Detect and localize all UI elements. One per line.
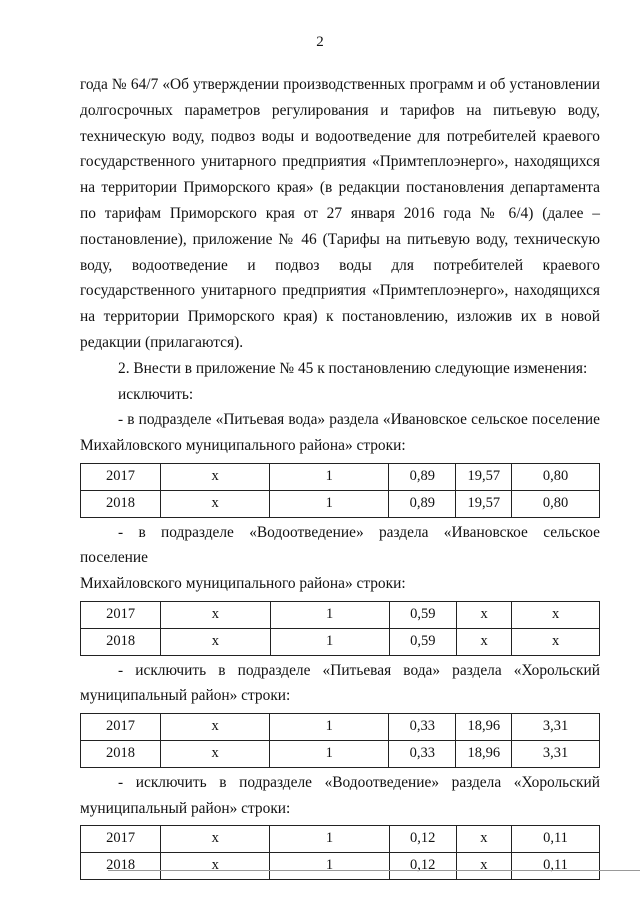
section-4	[80, 770, 600, 880]
page-number: 2	[316, 34, 324, 50]
table-cell: 0,89	[389, 490, 456, 517]
table-cell: 0,11	[512, 853, 600, 880]
table-cell: 1	[270, 490, 389, 517]
table-cell: 0,59	[389, 601, 456, 628]
table-row	[81, 853, 600, 880]
section-1	[80, 407, 600, 517]
section-heading-line2: Михайловского муниципального района» строки:	[80, 575, 406, 593]
section-heading-line1: - исключить в подразделе «Водоотведение» раздела «Хорольский	[118, 773, 600, 791]
tariff-table	[80, 601, 600, 656]
table-row	[81, 601, 600, 628]
table-cell: 2017	[81, 463, 161, 490]
table-cell: х	[457, 601, 512, 628]
table-row	[81, 740, 600, 767]
table-cell: 0,80	[512, 463, 600, 490]
footer-rule	[108, 870, 640, 871]
table-cell: х	[161, 601, 270, 628]
table-cell: 2017	[81, 601, 161, 628]
table-cell: 1	[270, 740, 389, 767]
table-cell: х	[512, 628, 600, 655]
tariff-table	[80, 713, 600, 768]
table-row	[81, 490, 600, 517]
table-cell: 0,33	[389, 740, 456, 767]
table-row	[81, 714, 600, 741]
section-heading-line1: - исключить в подразделе «Питьевая вода» раздела «Хорольский	[118, 661, 600, 679]
exclude-label: исключить:	[118, 385, 194, 403]
table-cell: 18,96	[456, 714, 512, 741]
item-2-text: 2. Внести в приложение № 45 к постановлению следующие изменения:	[118, 359, 588, 377]
table-row	[81, 463, 600, 490]
section-3	[80, 658, 600, 768]
table-cell: 3,31	[512, 714, 600, 741]
table-row	[81, 628, 600, 655]
document-body	[80, 72, 600, 882]
table-cell: х	[161, 490, 270, 517]
table-cell: х	[161, 714, 270, 741]
table-cell: 2017	[81, 826, 161, 853]
section-heading-line2: Михайловского муниципального района» строки:	[80, 437, 406, 455]
table-cell: 0,33	[389, 714, 456, 741]
table-cell: 3,31	[512, 740, 600, 767]
table-cell: 2018	[81, 490, 161, 517]
table-cell: х	[161, 740, 270, 767]
table-cell: х	[161, 628, 270, 655]
table-row	[81, 826, 600, 853]
table-cell: 2017	[81, 714, 161, 741]
table-cell: 1	[270, 853, 389, 880]
table-cell: 18,96	[456, 740, 512, 767]
section-heading-line1: - в подразделе «Водоотведение» раздела «Ивановское сельское поселение	[80, 523, 600, 567]
table-cell: х	[456, 853, 511, 880]
section-heading-line2: муниципальный район» строки:	[80, 687, 291, 705]
section-heading-line1: - в подразделе «Питьевая вода» раздела «Ивановское сельское поселение	[118, 411, 600, 429]
table-cell: 1	[270, 601, 389, 628]
tariff-table	[80, 825, 600, 880]
table-cell: х	[161, 826, 270, 853]
table-cell: х	[456, 826, 511, 853]
table-cell: 1	[270, 714, 389, 741]
section-2	[80, 520, 600, 656]
table-cell: х	[512, 601, 600, 628]
table-cell: 1	[270, 463, 389, 490]
table-cell: 2018	[81, 628, 161, 655]
table-cell: 0,12	[389, 853, 456, 880]
table-cell: х	[161, 853, 270, 880]
table-cell: 2018	[81, 740, 161, 767]
intro-paragraph: года № 64/7 «Об утверждении производственных программ и об установлении долгосрочных параметров регулирования и тарифов на питьевую воду, техническую воду, подвоз воды и водоотведение для потребителей краевого государственного унитарного предприятия «Примтеплоэнерго», находящихся на территории Приморского края» (в редакции постановления департамента по тарифам Приморского края от 27 января 2016 года № 6/4) (далее – постановление), приложение № 46 (Тарифы на питьевую воду, техническую воду, водоотведение и подвоз воды для потребителей краевого государственного унитарного предприятия «Примтеплоэнерго», находящихся на территории Приморского края) к постановлению, изложив их в новой редакции (прилагаются).	[80, 76, 600, 351]
tariff-table	[80, 463, 600, 518]
table-cell: 0,59	[389, 628, 456, 655]
table-cell: х	[161, 463, 270, 490]
table-cell: х	[457, 628, 512, 655]
table-cell: 0,80	[512, 490, 600, 517]
table-cell: 1	[270, 826, 389, 853]
table-cell: 0,11	[512, 826, 600, 853]
table-cell: 1	[270, 628, 389, 655]
table-cell: 0,12	[389, 826, 456, 853]
table-cell: 19,57	[456, 490, 512, 517]
table-cell: 19,57	[456, 463, 512, 490]
table-cell: 0,89	[389, 463, 456, 490]
table-cell: 2018	[81, 853, 161, 880]
section-heading-line2: муниципальный район» строки:	[80, 799, 291, 817]
